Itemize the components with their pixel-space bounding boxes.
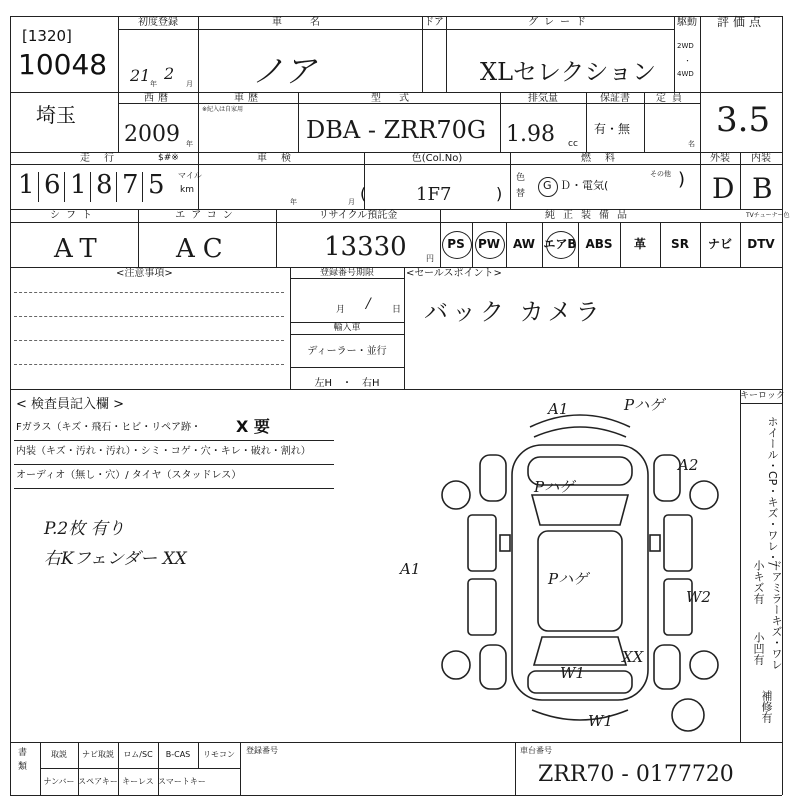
damage-mark: A2: [678, 456, 699, 474]
person-unit: 名: [688, 140, 695, 148]
wheel-rr: [690, 651, 718, 679]
color-change-label: 色替: [516, 173, 526, 199]
equipment-5: 革: [633, 237, 646, 251]
fuel-selected: G: [543, 179, 552, 192]
fuel-options: Ｄ・電気(: [560, 179, 609, 192]
western-label: 西暦: [144, 93, 172, 104]
digit-divider: [116, 172, 117, 202]
caution-rule: [14, 316, 284, 317]
side-note: 小凹有: [752, 632, 765, 665]
mile-unit: マイル: [178, 171, 202, 180]
equipment-7: ナビ: [707, 237, 732, 251]
reg-number-label: 登録番号: [246, 746, 278, 755]
rear-left-fender: [480, 645, 506, 689]
mileage-digit: 1: [18, 170, 35, 200]
rule: [10, 222, 782, 223]
damage-mark: XX: [622, 648, 644, 666]
fuel-label: 燃料: [581, 153, 629, 164]
right-front-door: [664, 515, 692, 571]
docs-item: ロム/SC: [123, 750, 153, 759]
equipment-1: PW: [477, 237, 501, 251]
warranty-label: 保証書: [600, 93, 630, 104]
rule: [10, 742, 782, 743]
shaken-label: 車検: [257, 153, 305, 164]
recycle-value: 13330: [324, 232, 407, 262]
car-name-label: 車名: [272, 17, 348, 28]
aircon-value: AC: [176, 234, 231, 264]
cc-unit: cc: [568, 139, 578, 149]
damage-mark: Pハゲ: [534, 478, 575, 496]
shaken-month-unit: 月: [348, 198, 355, 206]
reg-due-label: 登録番号期限: [319, 268, 374, 278]
lot-code: [1320]: [22, 27, 72, 45]
rule: [290, 334, 404, 335]
odo-reset-label: $#※: [158, 153, 179, 163]
wheel-rl: [442, 651, 470, 679]
shift-value: AT: [54, 234, 105, 264]
rear-window: [534, 637, 626, 665]
extras-item: スペアキー: [78, 777, 118, 786]
capacity-label: 定員: [656, 93, 688, 104]
rule: [782, 16, 783, 795]
rule: [700, 16, 701, 152]
damage-mark: W2: [686, 588, 711, 606]
drive-dot: ・: [684, 57, 691, 65]
side-note: 小キズ有: [752, 560, 765, 604]
interior-line: 内装（キズ・汚れ・汚れ）・シミ・コゲ・穴・キレ・破れ・割れ）: [16, 446, 311, 457]
docs-item: B-CAS: [165, 750, 191, 759]
drive-4wd: 4WD: [677, 70, 694, 78]
mileage-digit: 7: [122, 170, 139, 200]
mileage-digit: 5: [148, 170, 165, 200]
extras-item: スマートキー: [158, 777, 206, 786]
equipment-0: PS: [447, 237, 465, 251]
rule: [14, 488, 334, 489]
first-reg-label: 初度登録: [138, 17, 178, 28]
rule: [118, 29, 674, 30]
rule: [740, 403, 782, 404]
mileage-digit: 6: [44, 170, 61, 200]
aircon-label: エアコン: [175, 210, 239, 221]
docs-label: 書類: [18, 748, 28, 772]
drive-label: 駆動: [677, 17, 697, 28]
digit-divider: [64, 172, 65, 202]
tuner-note: TVチューナー色: [746, 212, 790, 219]
rule: [404, 267, 405, 389]
rule: [740, 389, 741, 742]
equipment-8: DTV: [747, 237, 775, 251]
damage-mark: A1: [400, 560, 421, 578]
car-name-value: ノア: [252, 52, 317, 90]
damage-mark: Pハゲ: [624, 396, 665, 414]
model-label: 型式: [371, 93, 427, 104]
windshield: [532, 495, 628, 525]
shift-label: シフト: [50, 210, 98, 221]
mileage-label: 走行: [80, 153, 128, 164]
equipment-2: AW: [513, 237, 535, 251]
mileage-digit: 1: [70, 170, 87, 200]
rule: [10, 164, 782, 165]
displacement-label: 排気量: [528, 93, 558, 104]
rule: [40, 768, 240, 769]
interior-label: 内装: [751, 153, 771, 164]
damage-mark: W1: [588, 712, 613, 730]
rule: [240, 742, 241, 795]
front-right-fender: [654, 455, 680, 501]
extras-item: ナンバー: [43, 777, 75, 786]
fglass-x: X 要: [236, 417, 270, 436]
year-unit-2: 年: [186, 140, 193, 148]
steering-label: 左H ・ 右H: [314, 378, 380, 389]
reg-due-month: 月: [336, 305, 346, 315]
lot-number: 10048: [18, 48, 108, 81]
inspector-title: < 検査員記入欄 >: [16, 397, 125, 412]
damage-mark: Pハゲ: [548, 570, 589, 588]
warranty-options: 有・無: [594, 122, 631, 136]
digit-divider: [90, 172, 91, 202]
digit-divider: [142, 172, 143, 202]
equipment-circle: [546, 231, 576, 259]
region-text: 埼玉: [36, 103, 76, 127]
exterior-grade: D: [712, 172, 735, 205]
month-unit: 月: [186, 80, 193, 88]
fglass-line: Fガラス（キズ・飛石・ヒビ・リペア跡・: [16, 422, 202, 433]
chassis-label: 車台番号: [520, 746, 552, 755]
chassis-number: ZRR70 - 0177720: [538, 762, 734, 787]
rule: [290, 367, 404, 368]
interior-grade: B: [752, 172, 773, 205]
mileage-digit: 8: [96, 170, 113, 200]
side-note: ホイール・CP・キズ・ワレ・/: [766, 416, 779, 567]
first-reg-year: 21: [130, 66, 151, 85]
imported-label: 輸入車: [333, 323, 361, 333]
score-value: 3.5: [716, 100, 771, 140]
rule: [118, 16, 119, 152]
equipment-3: エアB: [543, 237, 577, 251]
side-note: ドアミラーキズ・ワレ: [770, 560, 783, 670]
docs-item: リモコン: [203, 750, 235, 759]
year-unit: 年: [150, 80, 157, 88]
mirror-left: [500, 535, 510, 551]
caution-rule: [14, 292, 284, 293]
year-value: 2009: [124, 122, 180, 147]
equipment-label: 純正装備品: [545, 210, 635, 221]
rear-right-fender: [654, 645, 680, 689]
spare-wheel: [672, 699, 704, 731]
fuel-other: その他: [650, 170, 671, 178]
paren-open: (: [360, 184, 367, 203]
grade-value: XLセレクション: [480, 58, 657, 86]
first-reg-month: 2: [164, 64, 175, 83]
rule: [14, 440, 334, 441]
model-value: DBA - ZRR70G: [306, 116, 487, 144]
km-unit: km: [180, 185, 194, 195]
sales-point-label: <セールスポイント>: [406, 268, 502, 279]
caution-rule: [14, 364, 284, 365]
caution-label: <注意事項>: [116, 268, 173, 279]
rule: [10, 389, 782, 390]
paren-close: ): [496, 184, 503, 203]
reg-due-day: 日: [392, 305, 402, 315]
mirror-right: [650, 535, 660, 551]
sales-point-value: バック カメラ: [424, 298, 604, 326]
grade-label: グレード: [528, 17, 592, 28]
note-2: 右Kフェンダー XX: [44, 549, 187, 569]
rule: [10, 795, 782, 796]
front-bumper-inner: [534, 427, 626, 437]
rule: [515, 742, 516, 795]
left-rear-door: [468, 579, 496, 635]
rear-bumper: [532, 710, 628, 720]
equipment-circle: [475, 231, 505, 259]
docs-item: 取説: [51, 750, 67, 759]
reg-due-mark: /: [366, 296, 371, 312]
wheel-fl: [442, 481, 470, 509]
history-sub: ※紀入は自家用: [202, 106, 244, 113]
color-label: 色(Col.No): [411, 153, 463, 164]
rule: [14, 464, 334, 465]
paren-close-2: ): [678, 169, 686, 190]
dealer-label: ディーラー・並行: [307, 346, 387, 357]
front-left-fender: [480, 455, 506, 501]
digit-divider: [38, 172, 39, 202]
rule: [10, 16, 11, 795]
color-number: 1F7: [416, 184, 452, 205]
damage-mark: W1: [560, 664, 585, 682]
door-label: ドア: [424, 17, 444, 28]
drive-2wd: 2WD: [677, 42, 694, 50]
front-bumper: [530, 415, 630, 427]
left-front-door: [468, 515, 496, 571]
side-note: 補修有: [760, 690, 773, 723]
audio-line: オーディオ（無し・穴）/ タイヤ（スタッドレス）: [16, 470, 242, 481]
recycle-label: リサイクル預託金: [318, 210, 398, 221]
score-label: 評価点: [716, 15, 765, 29]
wheel-fr: [690, 481, 718, 509]
yen-unit: 円: [426, 254, 434, 263]
damage-mark: A1: [548, 400, 569, 418]
exterior-label: 外装: [710, 153, 730, 164]
shaken-year-unit: 年: [290, 198, 297, 206]
displacement-value: 1.98: [506, 122, 555, 147]
equipment-4: ABS: [585, 237, 613, 251]
equipment-6: SR: [671, 237, 689, 251]
history-label: 車歴: [234, 93, 262, 104]
note-1: P.2枚 有り: [44, 519, 125, 539]
equipment-circle: [442, 231, 472, 259]
extras-item: キーレス: [122, 777, 154, 786]
caution-rule: [14, 340, 284, 341]
docs-item: ナビ取説: [82, 750, 114, 759]
keylock-label: キーロック: [740, 391, 785, 401]
